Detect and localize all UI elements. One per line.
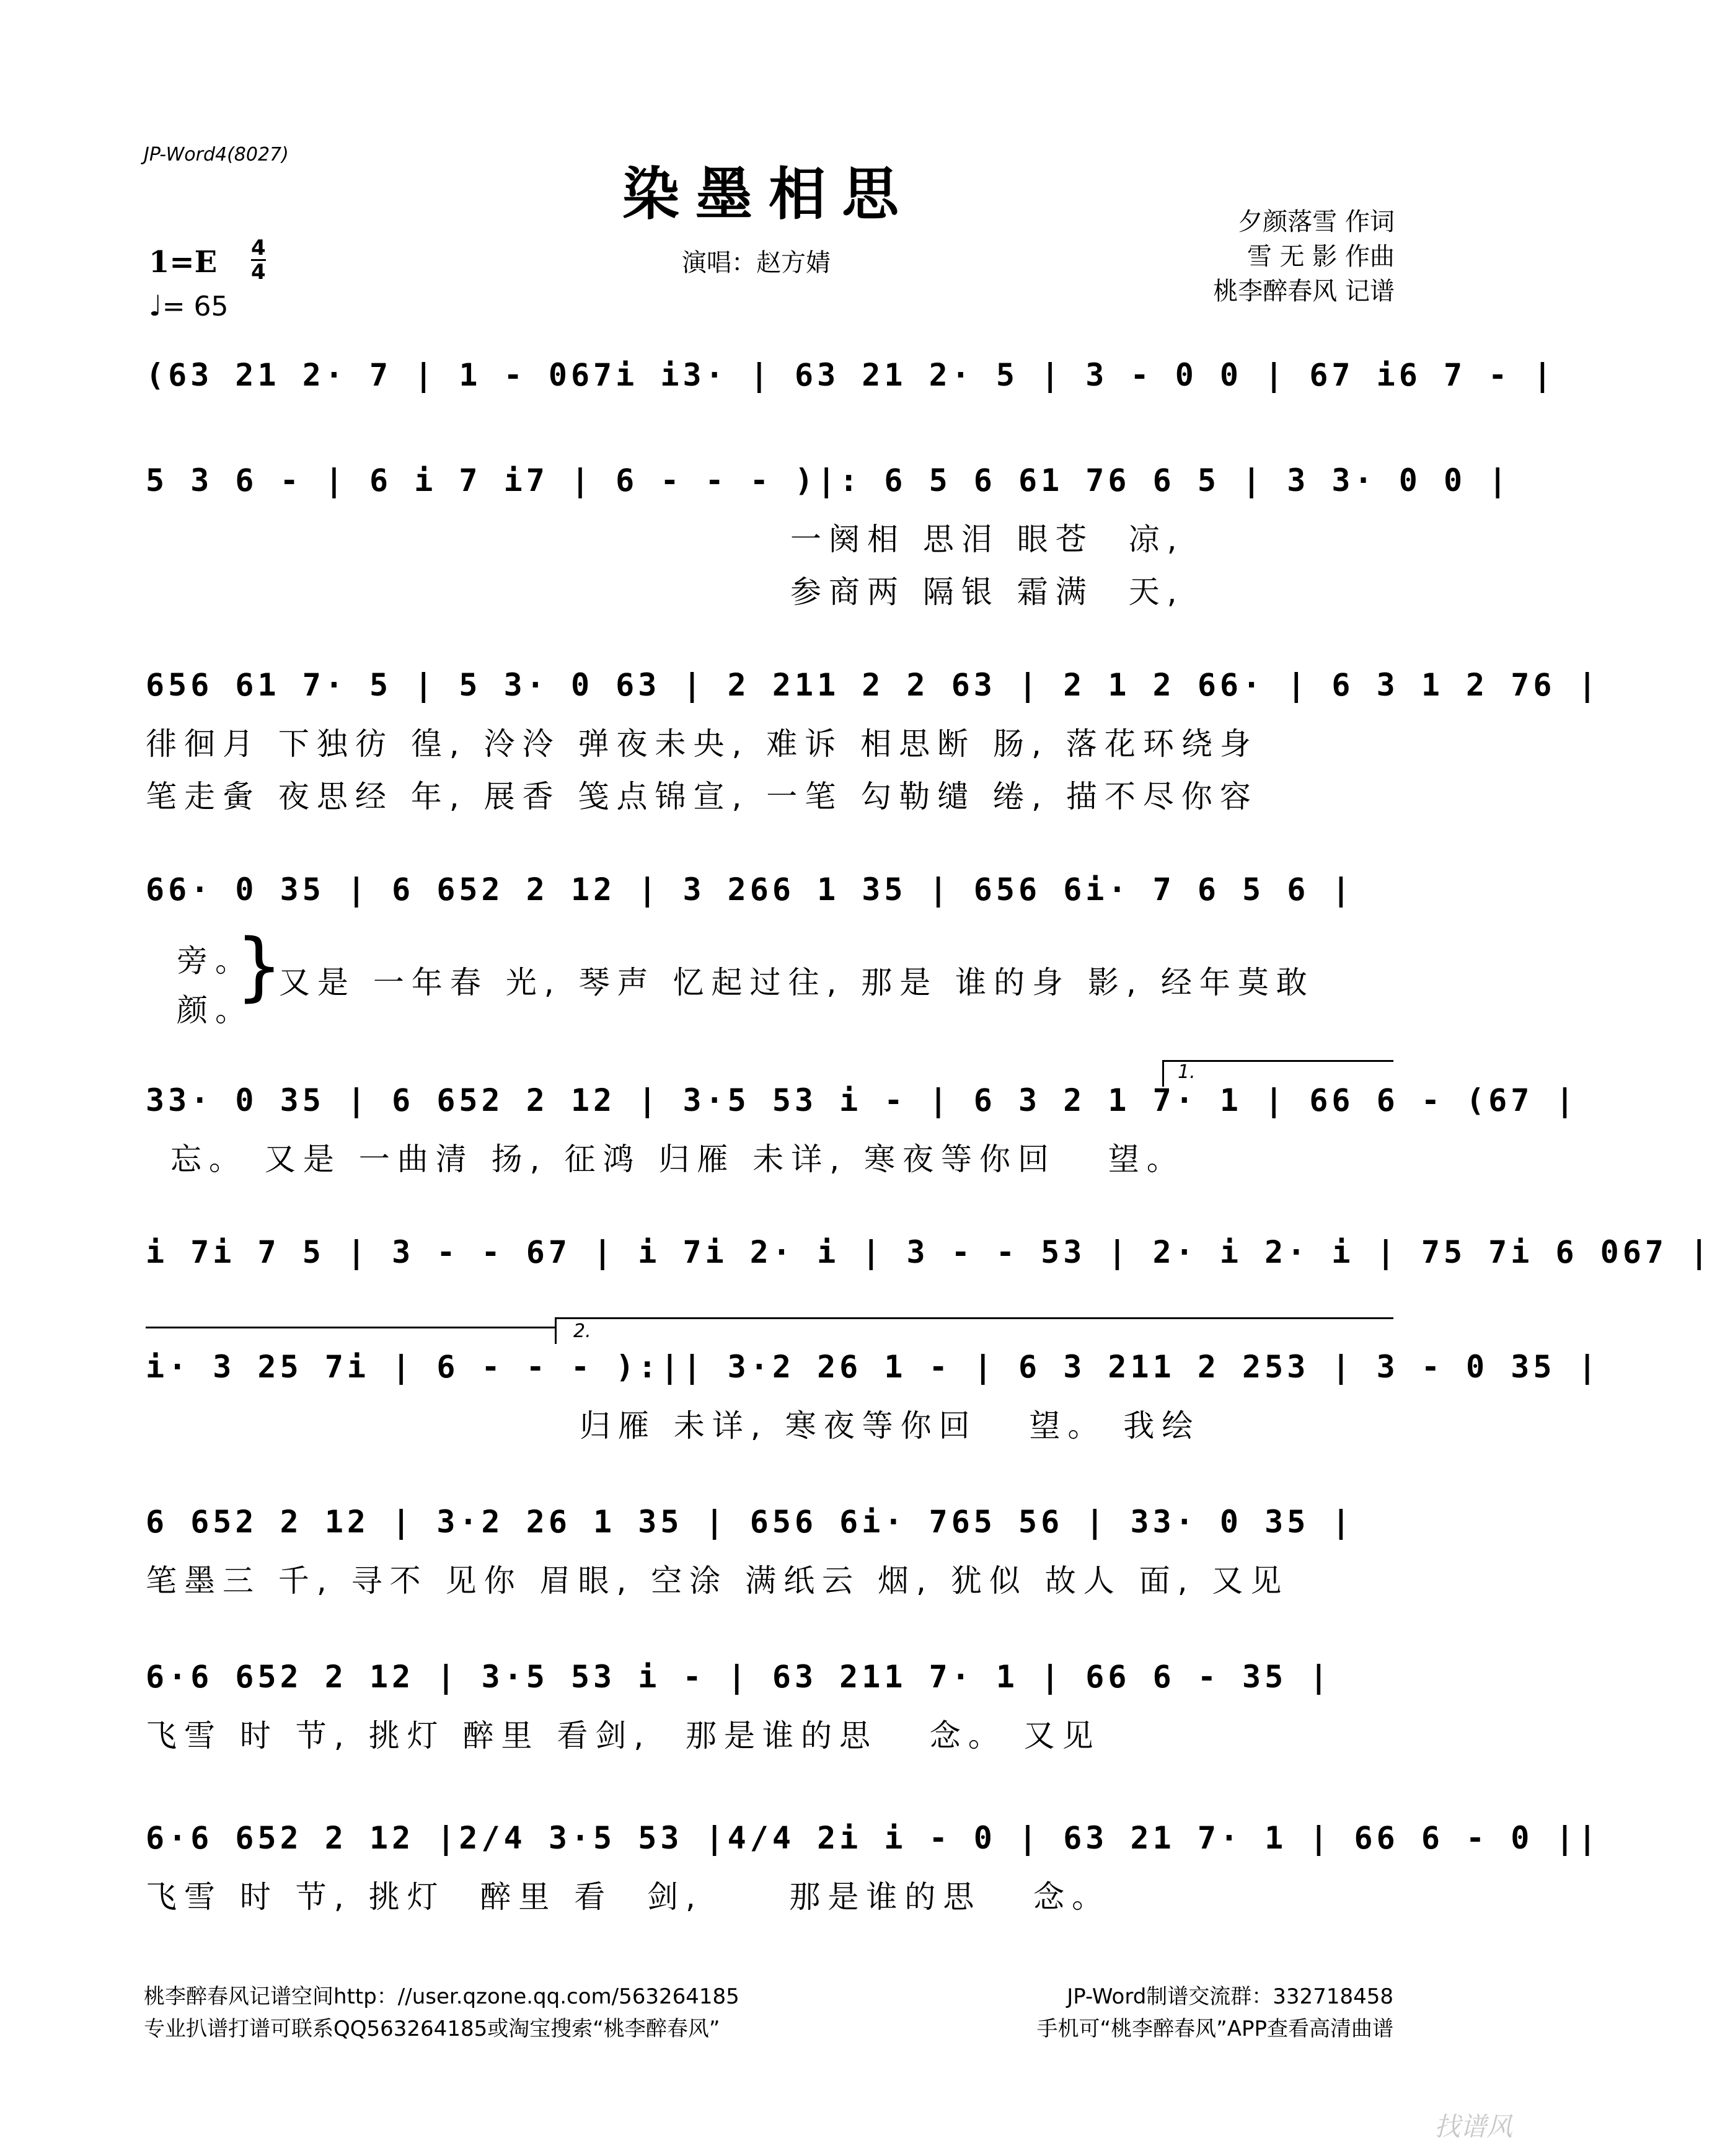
brace-icon: } (236, 924, 283, 1010)
watermark-logo: 找谱风 (1434, 2111, 1512, 2142)
second-ending-label: 2. (573, 1320, 591, 1342)
score-row-4 (146, 868, 1392, 1028)
lyric-verse-2: 参商两 隔银 霜满 天, (790, 574, 1185, 610)
key-signature: 1=E (149, 245, 218, 280)
lyric-line: 飞雪 时 节, 挑灯 醉里 看 剑, 那是谁的思 念。 (146, 1879, 1111, 1915)
score-row-6 (146, 1230, 1712, 1274)
second-ending-bracket (555, 1317, 1393, 1344)
singer: 演唱：赵方婧 (682, 249, 831, 277)
row-notes: (63 21 2· 7 | 1 - 067i i3· | 63 21 2· 5 | 3 - 0 0 | 67 i6 7 - | (146, 357, 1556, 393)
lyric-line: 飞雪 时 节, 挑灯 醉里 看剑, 那是谁的思 念。 又见 (146, 1718, 1101, 1754)
song-title: 染墨相思 (622, 161, 915, 228)
transcriber: 桃李醉春风 记谱 (1213, 277, 1395, 306)
lyric-verse-1: 徘徊月 下独彷 徨, 泠泠 弹夜未央, 难诉 相思断 肠, 落花环绕身 (146, 726, 1258, 762)
row-notes: 33· 0 35 | 6 652 2 12 | 3·5 53 i - | 6 3 2 1 7· 1 | 66 6 - (67 | (146, 1082, 1578, 1118)
footer-right (1037, 1981, 1394, 2045)
lyricist: 夕颜落雪 作词 (1238, 208, 1395, 236)
tempo-value: = 65 (162, 291, 229, 322)
score-row-7 (146, 1320, 1600, 1444)
footer-left (144, 1981, 739, 2045)
lyric-line: 归雁 未详, 寒夜等你回 望。 我绘 (580, 1408, 1201, 1444)
lyric-verse-1-end: 旁。 (177, 943, 254, 979)
time-signature (251, 237, 266, 283)
row-notes: 5 3 6 - | 6 i 7 i7 | 6 - - - )|: 6 5 6 61 76 6 5 | 3 3· 0 0 | (146, 462, 1511, 498)
first-ending-continuation (146, 1327, 555, 1353)
lyric-verse-1: 一阕相 思泪 眼苍 凉, (790, 521, 1185, 557)
row-notes: 66· 0 35 | 6 652 2 12 | 3 266 1 35 | 656 6i· 7 6 5 6 | (146, 872, 1354, 908)
score-row-1 (146, 353, 1556, 397)
score-row-2 (146, 459, 1511, 610)
score-row-9 (146, 1655, 1392, 1754)
footer-qzone: 桃李醉春风记谱空间http：//user.qzone.qq.com/563264185 (144, 1984, 739, 2009)
lyric-verse-2: 笔走夤 夜思经 年, 展香 笺点锦宣, 一笔 勾勒缱 绻, 描不尽你容 (146, 779, 1258, 815)
row-notes: i 7i 7 5 | 3 - - 67 | i 7i 2· i | 3 - - 53 | 2· i 2· i | 75 7i 6 067 | (146, 1234, 1712, 1270)
software-version: JP-Word4(8027) (144, 144, 289, 166)
row-notes: 656 61 7· 5 | 5 3· 0 63 | 2 211 2 2 63 | 2 1 2 66· | 6 3 1 2 76 | (146, 667, 1600, 703)
row-notes: i· 3 25 7i | 6 - - - ):|| 3·2 26 1 - | 6 3 211 2 253 | 3 - 0 35 | (146, 1349, 1600, 1385)
first-ending-label: 1. (1178, 1061, 1196, 1083)
score-row-10 (146, 1816, 1600, 1915)
score-row-3 (146, 663, 1600, 815)
row-notes: 6·6 652 2 12 |2/4 3·5 53 |4/4 2i i - 0 | 63 21 7· 1 | 66 6 - 0 || (146, 1820, 1600, 1856)
score-row-8 (146, 1500, 1392, 1599)
lyric-line: 笔墨三 千, 寻不 见你 眉眼, 空涂 满纸云 烟, 犹似 故人 面, 又见 (146, 1563, 1289, 1599)
credits (1213, 205, 1395, 309)
footer-contact: 专业扒谱打谱可联系QQ563264185或淘宝搜索“桃李醉春风” (144, 2017, 720, 2041)
time-bottom: 4 (251, 260, 266, 285)
tempo-marking (149, 289, 229, 322)
lyric-verse-2-end: 颜。 (177, 992, 254, 1028)
first-ending-bracket (1162, 1060, 1393, 1087)
row-notes: 6 652 2 12 | 3·2 26 1 35 | 656 6i· 765 56 | 33· 0 35 | (146, 1504, 1354, 1540)
time-top: 4 (251, 236, 266, 260)
lyric-line: 忘。 又是 一曲清 扬, 征鸿 归雁 未详, 寒夜等你回 望。 (170, 1141, 1185, 1177)
footer-group: JP-Word制谱交流群：332718458 (1067, 1984, 1393, 2009)
lyric-chorus: 又是 一年春 光, 琴声 忆起过往, 那是 谁的身 影, 经年莫敢 (279, 965, 1315, 1001)
quarter-note-icon: ♩ (149, 289, 162, 322)
composer: 雪 无 影 作曲 (1246, 242, 1395, 271)
row-notes: 6·6 652 2 12 | 3·5 53 i - | 63 211 7· 1 | 66 6 - 35 | (146, 1659, 1332, 1695)
score-row-5 (146, 1061, 1578, 1177)
footer-app: 手机可“桃李醉春风”APP查看高清曲谱 (1036, 2017, 1393, 2041)
